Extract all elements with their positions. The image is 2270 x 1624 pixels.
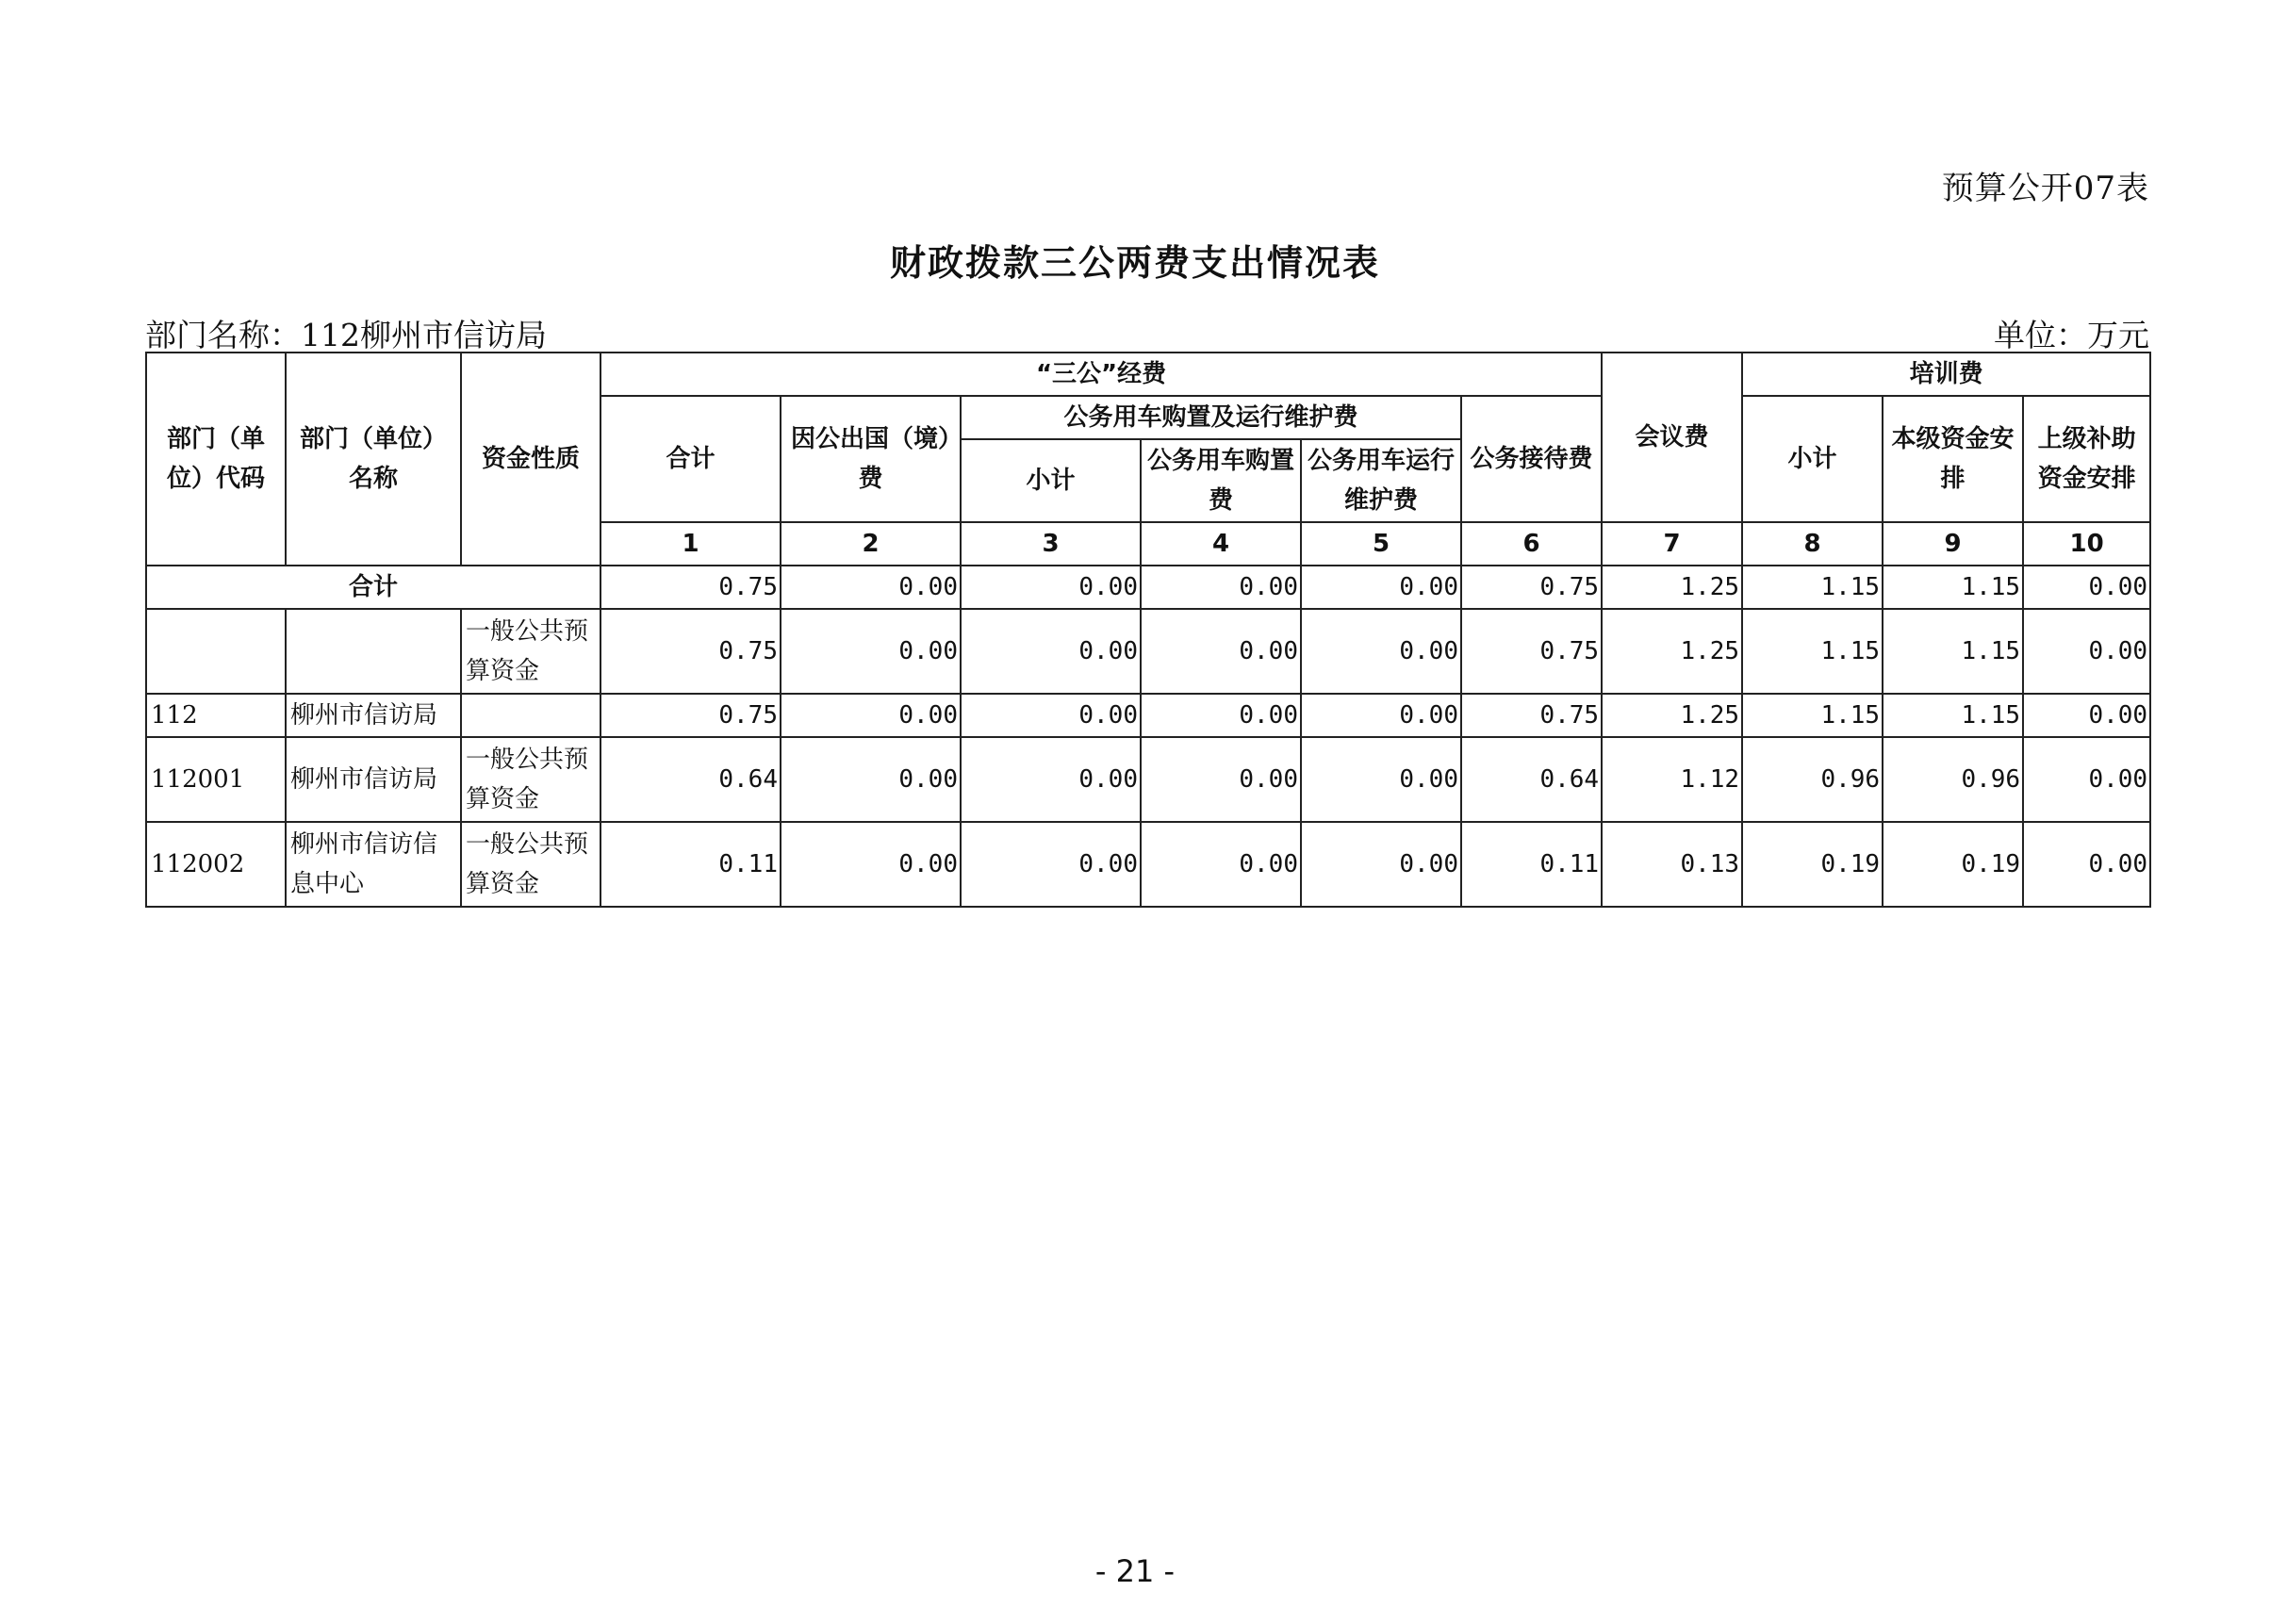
table-row [146,609,2150,694]
column-number: 8 [1742,522,1883,566]
meta-row [145,311,2149,353]
header-dept-name: 部门（单位）名称 [286,353,461,566]
header-three-public: “三公”经费 [600,353,1602,396]
cell-value: 0.00 [1141,737,1301,822]
cell-value: 1.15 [1883,566,2023,609]
cell-value: 0.11 [1461,822,1602,907]
cell-value: 0.00 [781,737,961,822]
department-label: 部门名称：112柳州市信访局 [145,317,547,353]
cell-value: 0.96 [1742,737,1883,822]
cell-value: 0.00 [1301,822,1461,907]
cell-value: 0.00 [1301,566,1461,609]
cell-value: 0.00 [781,566,961,609]
cell-dept-name: 柳州市信访局 [286,737,461,822]
header-training-upper: 上级补助资金安排 [2023,396,2150,522]
cell-value: 0.75 [1461,566,1602,609]
cell-value: 0.00 [2023,566,2150,609]
cell-value: 0.64 [600,737,781,822]
cell-value: 0.00 [781,822,961,907]
cell-value: 0.75 [600,609,781,694]
cell-fund-nature: 一般公共预算资金 [461,737,600,822]
cell-value: 1.15 [1742,609,1883,694]
cell-value: 0.00 [2023,609,2150,694]
header-training-fee: 培训费 [1742,353,2150,396]
column-number: 10 [2023,522,2150,566]
column-number: 9 [1883,522,2023,566]
column-number: 5 [1301,522,1461,566]
header-dept-code: 部门（单位）代码 [146,353,286,566]
cell-value: 0.00 [1301,694,1461,737]
page-title: 财政拨款三公两费支出情况表 [889,242,1380,284]
header-abroad-fee: 因公出国（境）费 [781,396,961,522]
column-number: 2 [781,522,961,566]
cell-dept-code: 112 [146,694,286,737]
page-number: - 21 - [1094,1553,1176,1589]
cell-value: 1.15 [1883,694,2023,737]
cell-value: 1.15 [1883,609,2023,694]
column-number: 3 [961,522,1141,566]
header-vehicle-purchase: 公务用车购置费 [1141,439,1301,522]
cell-value: 0.75 [1461,609,1602,694]
cell-value: 0.00 [961,566,1141,609]
header-row [146,353,2150,396]
cell-value: 0.19 [1742,822,1883,907]
cell-value: 1.25 [1602,694,1742,737]
header-vehicle-group: 公务用车购置及运行维护费 [961,396,1461,439]
cell-fund-nature [461,694,600,737]
header-training-subtotal: 小计 [1742,396,1883,522]
column-number: 1 [600,522,781,566]
cell-dept-name: 柳州市信访局 [286,694,461,737]
cell-value: 0.00 [2023,822,2150,907]
cell-value: 0.00 [1301,609,1461,694]
table-row [146,694,2150,737]
budget-table [145,352,2151,908]
cell-dept-code [146,609,286,694]
cell-value: 0.00 [961,737,1141,822]
cell-fund-nature: 一般公共预算资金 [461,609,600,694]
header-fund-nature: 资金性质 [461,353,600,566]
column-number: 6 [1461,522,1602,566]
cell-value: 0.75 [600,566,781,609]
cell-value: 1.25 [1602,566,1742,609]
cell-value: 0.00 [1141,566,1301,609]
form-code: 预算公开07表 [1941,170,2149,207]
cell-dept-code: 112001 [146,737,286,822]
cell-value: 1.15 [1742,694,1883,737]
cell-value: 0.00 [961,609,1141,694]
header-meeting-fee: 会议费 [1602,353,1742,522]
cell-value: 1.12 [1602,737,1742,822]
cell-value: 1.15 [1742,566,1883,609]
cell-dept-code: 112002 [146,822,286,907]
total-label: 合计 [146,566,600,609]
cell-value: 0.00 [1141,822,1301,907]
cell-value: 0.00 [961,694,1141,737]
header-vehicle-maintenance: 公务用车运行维护费 [1301,439,1461,522]
cell-value: 1.25 [1602,609,1742,694]
header-training-own: 本级资金安排 [1883,396,2023,522]
cell-dept-name [286,609,461,694]
cell-value: 0.00 [1141,694,1301,737]
cell-dept-name: 柳州市信访信息中心 [286,822,461,907]
column-number: 4 [1141,522,1301,566]
cell-value: 0.96 [1883,737,2023,822]
header-vehicle-subtotal: 小计 [961,439,1141,522]
cell-value: 0.19 [1883,822,2023,907]
cell-value: 0.00 [2023,694,2150,737]
table-row [146,822,2150,907]
cell-value: 0.11 [600,822,781,907]
cell-value: 0.00 [2023,737,2150,822]
cell-value: 0.00 [781,694,961,737]
unit-label: 单位：万元 [1994,317,2149,353]
column-number: 7 [1602,522,1742,566]
cell-fund-nature: 一般公共预算资金 [461,822,600,907]
header-reception-fee: 公务接待费 [1461,396,1602,522]
cell-value: 0.00 [961,822,1141,907]
header-total: 合计 [600,396,781,522]
cell-value: 0.75 [600,694,781,737]
cell-value: 0.75 [1461,694,1602,737]
cell-value: 0.00 [781,609,961,694]
cell-value: 0.13 [1602,822,1742,907]
cell-value: 0.00 [1301,737,1461,822]
cell-value: 0.00 [1141,609,1301,694]
total-row [146,566,2150,609]
cell-value: 0.64 [1461,737,1602,822]
table-row [146,737,2150,822]
